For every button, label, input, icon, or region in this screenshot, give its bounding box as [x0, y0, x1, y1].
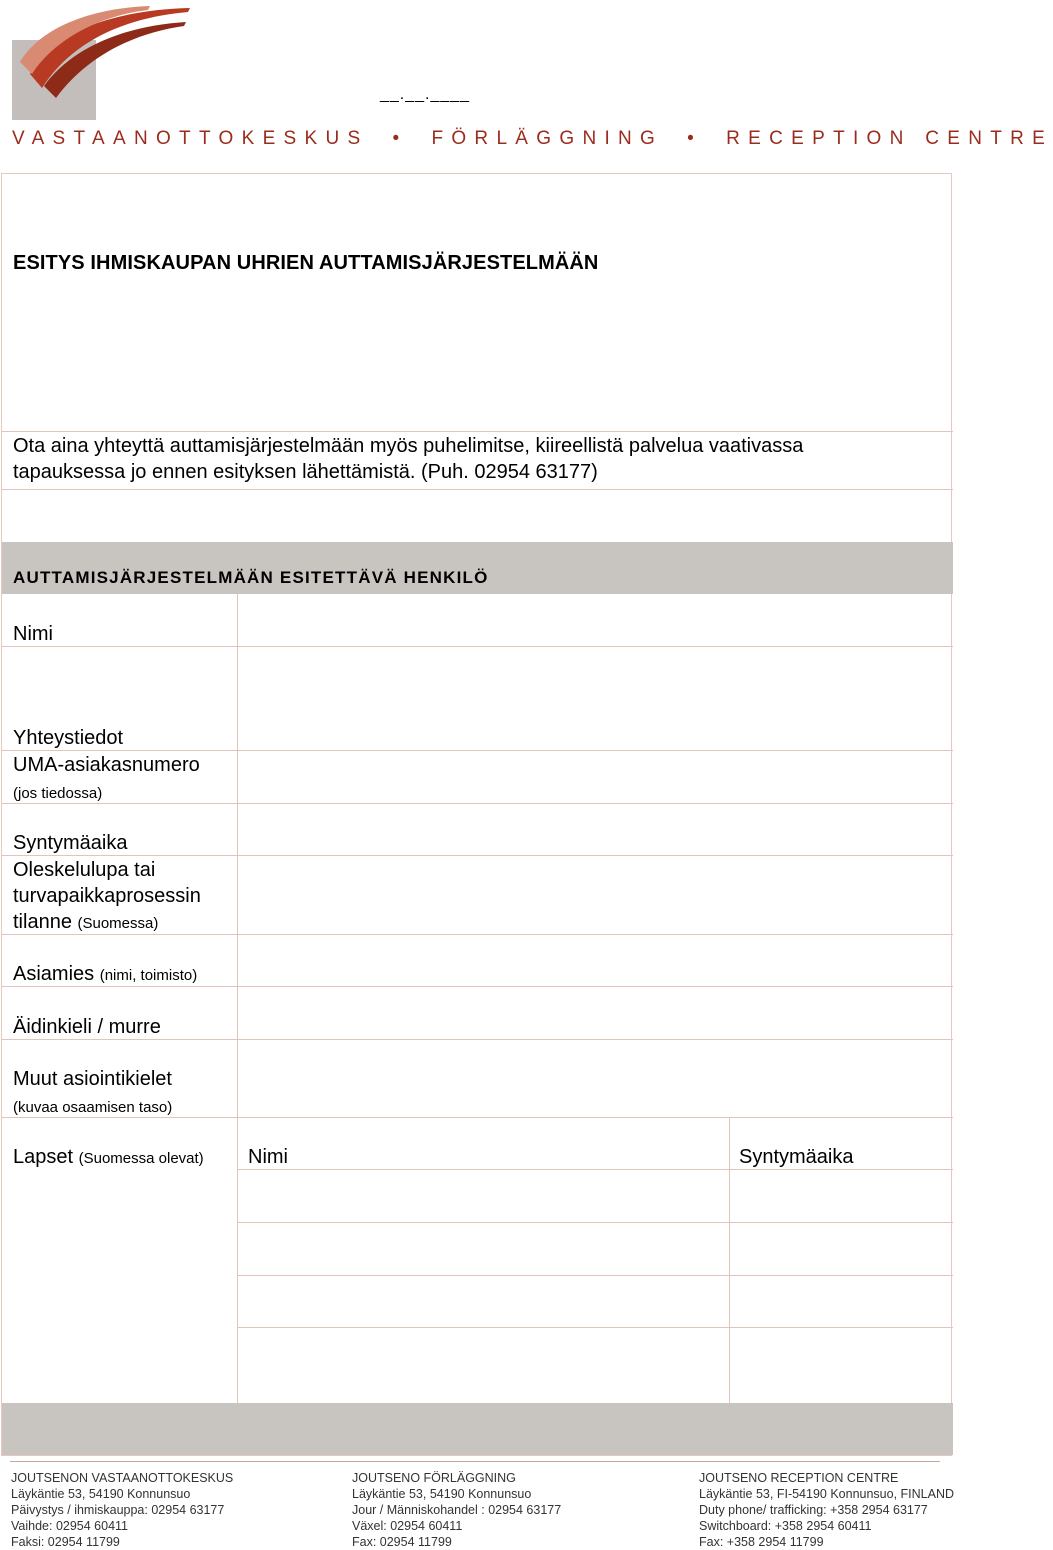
- label-oleskelulupa-3: [13, 909, 158, 937]
- label-aidinkieli: Äidinkieli / murre: [13, 1016, 161, 1038]
- footer-line: Jour / Människohandel : 02954 63177: [352, 1503, 562, 1517]
- section-footer-band: [2, 1403, 953, 1455]
- brand-swedish: FÖRLÄGGNING: [431, 128, 664, 149]
- label-uma-note: (jos tiedossa): [13, 785, 103, 802]
- footer-line: Fax: 02954 11799: [352, 1535, 452, 1549]
- footer-line: Växel: 02954 60411: [352, 1519, 463, 1533]
- contact-note: [13, 433, 913, 485]
- label-nimi: Nimi: [13, 623, 53, 645]
- divider: [2, 431, 953, 432]
- section-header: [2, 542, 953, 594]
- divider: [237, 1327, 953, 1328]
- label-asiamies: Asiamies: [13, 963, 95, 985]
- column-divider: [729, 1117, 730, 1403]
- label-oleskelulupa-2: turvapaikkaprosessin: [13, 885, 201, 907]
- label-syntymaaika: Syntymäaika: [13, 832, 128, 854]
- footer-line: Päivystys / ihmiskauppa: 02954 63177: [11, 1503, 225, 1517]
- brand-english: RECEPTION CENTRE: [726, 128, 1053, 149]
- label-tilanne: tilanne: [13, 911, 72, 933]
- column-divider: [237, 594, 238, 1403]
- divider: [2, 750, 953, 751]
- footer-line: Läykäntie 53, 54190 Konnunsuo: [11, 1487, 191, 1501]
- footer-col-english: [699, 1470, 954, 1550]
- brand-finnish: VASTAANOTTOKESKUS: [12, 128, 369, 149]
- label-oleskelulupa-note: (Suomessa): [77, 915, 159, 932]
- footer-line: JOUTSENON VASTAANOTTOKESKUS: [11, 1471, 234, 1485]
- footer-line: Vaihde: 02954 60411: [11, 1519, 129, 1533]
- label-yhteystiedot: Yhteystiedot: [13, 727, 124, 749]
- footer-line: Faksi: 02954 11799: [11, 1535, 120, 1549]
- label-lapset-row: [13, 1144, 204, 1172]
- contact-note-line-2: tapauksessa jo ennen esityksen lähettämistä. (Puh. 02954 63177): [13, 461, 598, 483]
- label-lapset-note: (Suomessa olevat): [78, 1150, 204, 1167]
- footer-line: Switchboard: +358 2954 60411: [699, 1519, 872, 1533]
- date-field[interactable]: __.__.____: [380, 86, 471, 103]
- label-lapset: Lapset: [13, 1146, 74, 1168]
- referral-form: [1, 173, 952, 1456]
- divider: [237, 1222, 953, 1223]
- form-title: ESITYS IHMISKAUPAN UHRIEN AUTTAMISJÄRJESTELMÄÄN: [13, 252, 599, 274]
- label-lapset-nimi: Nimi: [248, 1146, 288, 1168]
- contact-note-line-1: Ota aina yhteyttä auttamisjärjestelmään myös puhelimitse, kiireellistä palvelua vaativassa: [13, 435, 804, 457]
- footer-col-finnish: [11, 1470, 233, 1550]
- label-uma: UMA-asiakasnumero: [13, 754, 200, 776]
- divider: [2, 646, 953, 647]
- footer-line: Läykäntie 53, FI-54190 Konnunsuo, FINLAND: [699, 1487, 955, 1501]
- label-asiamies-note: (nimi, toimisto): [99, 967, 198, 984]
- label-oleskelulupa-1: Oleskelulupa tai: [13, 859, 156, 881]
- footer-line: JOUTSENO RECEPTION CENTRE: [699, 1471, 899, 1485]
- footer-line: Fax: +358 2954 11799: [699, 1535, 824, 1549]
- reception-centre-logo: [10, 4, 190, 122]
- footer-line: JOUTSENO FÖRLÄGGNING: [352, 1471, 516, 1485]
- footer-line: Läykäntie 53, 54190 Konnunsuo: [352, 1487, 532, 1501]
- divider: [237, 1275, 953, 1276]
- label-muut: Muut asiointikielet: [13, 1068, 172, 1090]
- label-lapset-syntymaaika: Syntymäaika: [739, 1146, 854, 1168]
- divider: [2, 489, 953, 490]
- bullet-icon: •: [392, 128, 408, 149]
- section-title: AUTTAMISJÄRJESTELMÄÄN ESITETTÄVÄ HENKILÖ: [13, 568, 489, 587]
- label-muut-note: (kuvaa osaamisen taso): [13, 1099, 173, 1116]
- divider: [2, 855, 953, 856]
- footer-divider: [10, 1461, 940, 1462]
- footer-col-swedish: [352, 1470, 561, 1550]
- divider: [2, 803, 953, 804]
- footer-line: Duty phone/ trafficking: +358 2954 63177: [699, 1503, 928, 1517]
- brand-line: [12, 128, 1053, 150]
- bullet-icon: •: [687, 128, 703, 149]
- label-asiamies-row: [13, 961, 197, 989]
